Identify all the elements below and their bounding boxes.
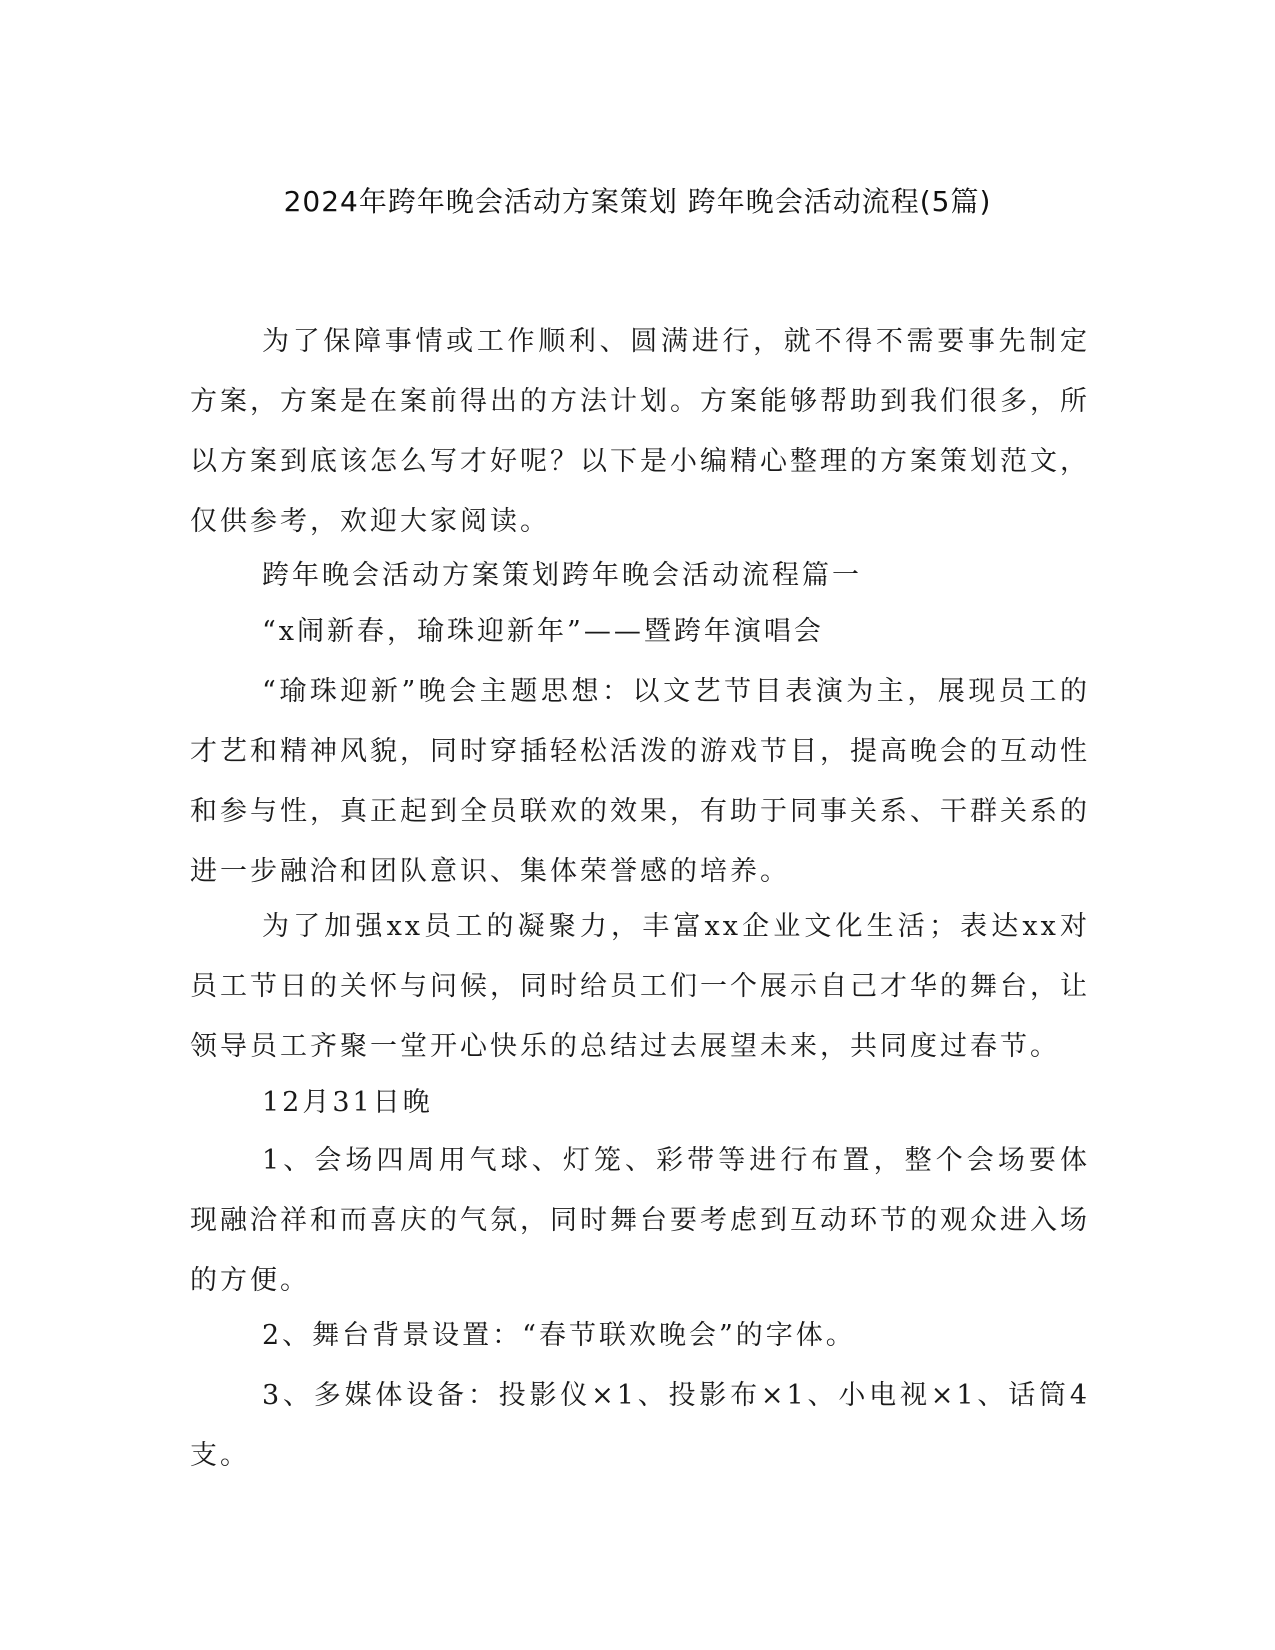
list-item: 2、舞台背景设置：“春节联欢晚会”的字体。 <box>262 1320 856 1351</box>
list-item: 1、会场四周用气球、灯笼、彩带等进行布置，整个会场要体现融洽祥和而喜庆的气氛，同时舞台要考虑到互动环节的观众进入场的方便。 <box>190 1145 1090 1296</box>
list-item: 3、多媒体设备：投影仪×1、投影布×1、小电视×1、话筒4支。 <box>190 1380 1090 1471</box>
section-heading: 跨年晚会活动方案策划跨年晚会活动流程篇一 <box>262 560 862 591</box>
event-slogan: “x闹新春，瑜珠迎新年”——暨跨年演唱会 <box>262 616 824 647</box>
theme-paragraph: “瑜珠迎新”晚会主题思想：以文艺节目表演为主，展现员工的才艺和精神风貌，同时穿插轻松活泼的游戏节目，提高晚会的互动性和参与性，真正起到全员联欢的效果，有助于同事关系、干群关系的进一步融洽和团队意识、集体荣誉感的培养。 <box>190 676 1090 887</box>
document-title: 2024年跨年晚会活动方案策划 跨年晚会活动流程(5篇) <box>283 185 992 218</box>
purpose-paragraph: 为了加强xx员工的凝聚力，丰富xx企业文化生活；表达xx对员工节日的关怀与问候，同时给员工们一个展示自己才华的舞台，让领导员工齐聚一堂开心快乐的总结过去展望未来，共同度过春节。 <box>190 911 1090 1062</box>
event-date: 12月31日晚 <box>262 1087 433 1118</box>
intro-paragraph: 为了保障事情或工作顺利、圆满进行，就不得不需要事先制定方案，方案是在案前得出的方法计划。方案能够帮助到我们很多，所以方案到底该怎么写才好呢？以下是小编精心整理的方案策划范文，仅供参考，欢迎大家阅读。 <box>190 326 1090 537</box>
